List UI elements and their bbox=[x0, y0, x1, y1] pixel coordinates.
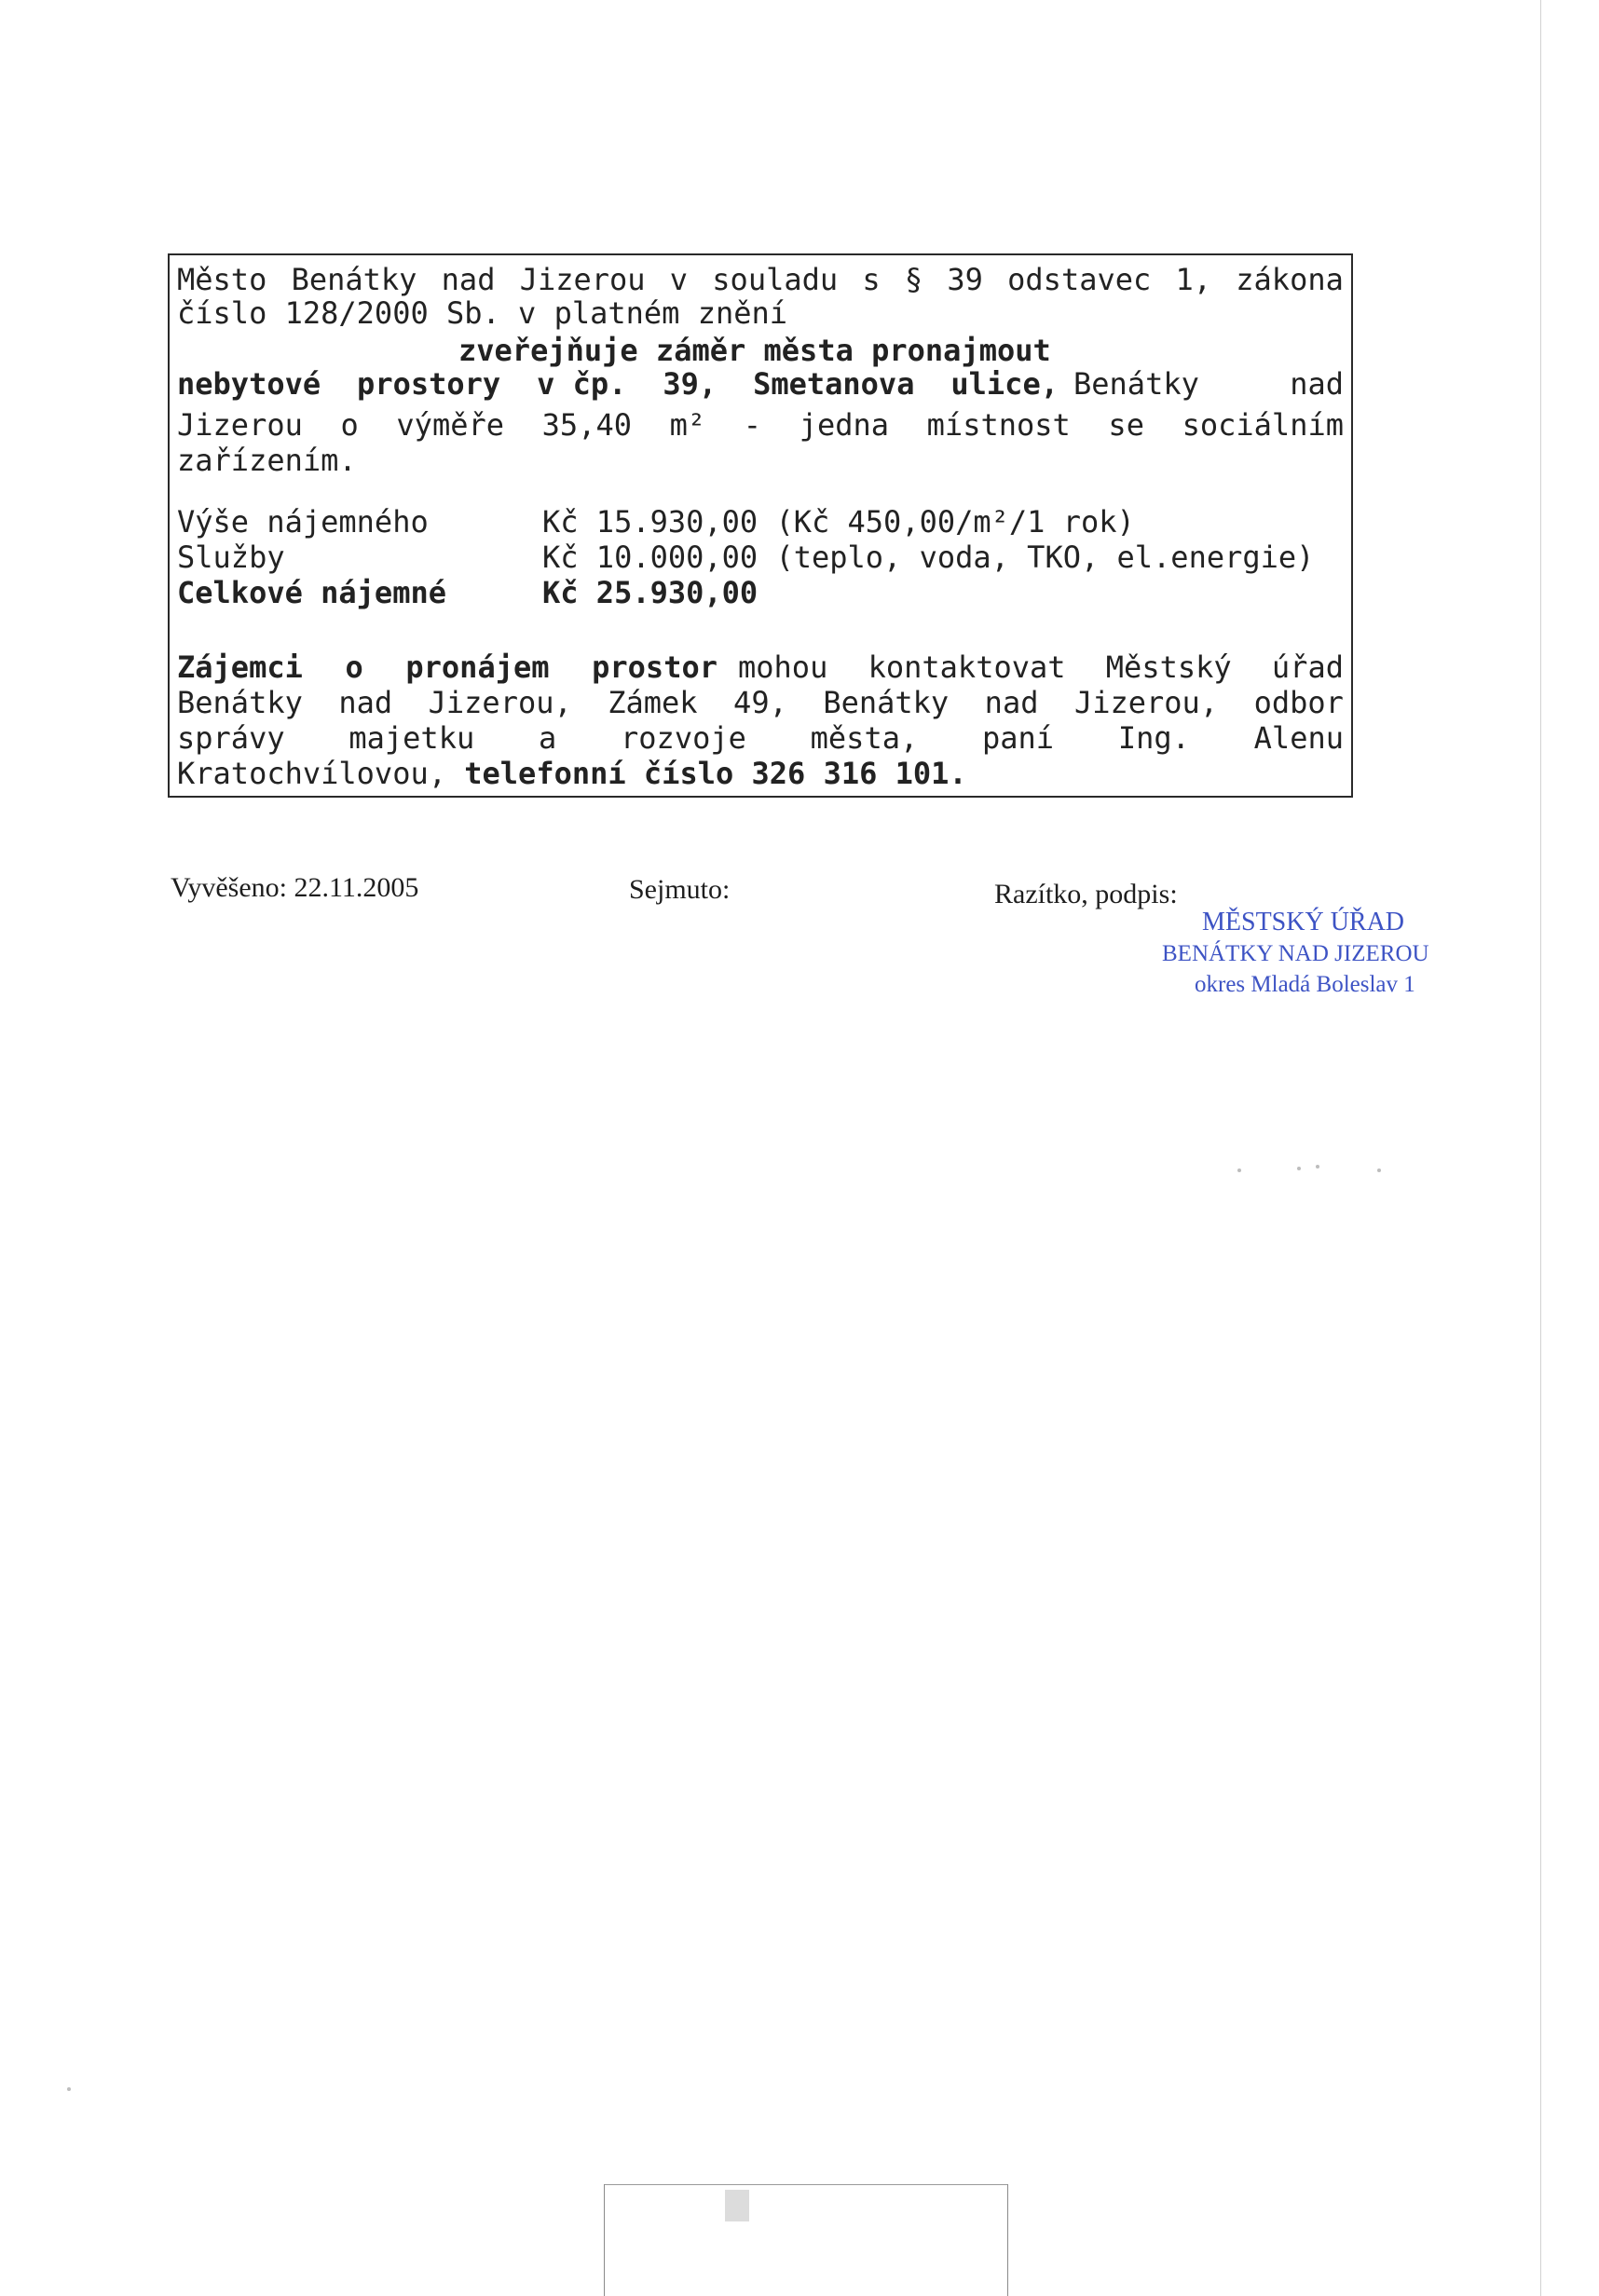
word: Jizerou, bbox=[428, 685, 572, 720]
word: rozvoje bbox=[621, 720, 746, 756]
scan-frame bbox=[604, 2184, 1008, 2296]
scan-speck bbox=[1377, 1168, 1381, 1172]
word: Jizerou bbox=[519, 262, 646, 297]
notice-box bbox=[168, 253, 1353, 798]
word: Ing. bbox=[1117, 720, 1190, 756]
word: jedna bbox=[799, 407, 890, 443]
scan-speck bbox=[1297, 1167, 1301, 1170]
word: odbor bbox=[1253, 685, 1344, 720]
word: Jizerou bbox=[177, 407, 303, 443]
word: pronájem bbox=[405, 649, 550, 685]
word: m² bbox=[669, 407, 706, 443]
removed-date: Sejmuto: bbox=[629, 874, 731, 905]
word: v čp. bbox=[537, 366, 627, 402]
services-label: Služby bbox=[177, 540, 285, 575]
contact-line-1 bbox=[177, 649, 1344, 686]
word: Smetanova bbox=[753, 366, 915, 402]
word: sociálním bbox=[1182, 407, 1344, 443]
contact-phone: telefonní číslo 326 316 101. bbox=[464, 756, 967, 791]
word: zákona bbox=[1236, 262, 1344, 297]
total-label: Celkové nájemné bbox=[177, 575, 446, 610]
word: 49, bbox=[733, 685, 787, 720]
property-bold-part bbox=[177, 365, 1059, 403]
word: o bbox=[340, 407, 359, 443]
word: 1, bbox=[1175, 262, 1212, 297]
word: Zámek bbox=[608, 685, 698, 720]
word: 39, bbox=[663, 366, 718, 402]
page-edge bbox=[1540, 0, 1541, 2296]
word: Jizerou, bbox=[1073, 685, 1219, 720]
word: Benátky bbox=[291, 262, 417, 297]
word: mohou bbox=[738, 649, 828, 685]
contact-line-2 bbox=[177, 684, 1344, 721]
property-line-3: zařízením. bbox=[177, 443, 357, 478]
contact-line-3 bbox=[177, 719, 1344, 757]
stamp-line-3: okres Mladá Boleslav 1 bbox=[1195, 972, 1415, 997]
posted-date: Vyvěšeno: 22.11.2005 bbox=[171, 872, 419, 903]
scan-speck bbox=[1316, 1165, 1319, 1168]
word: výměře bbox=[396, 407, 504, 443]
word: nad bbox=[441, 262, 496, 297]
word: 35,40 bbox=[541, 407, 632, 443]
word: v bbox=[669, 262, 689, 297]
word: souladu bbox=[712, 262, 839, 297]
word: správy bbox=[177, 720, 285, 756]
word: nebytové bbox=[177, 366, 321, 402]
word: nad bbox=[338, 685, 393, 720]
word: ulice, bbox=[950, 366, 1059, 402]
contact-bold-part bbox=[177, 649, 718, 686]
contact-line-4 bbox=[177, 755, 1344, 792]
word: města, bbox=[810, 720, 919, 756]
word: - bbox=[743, 407, 762, 443]
stamp-signature-label: Razítko, podpis: bbox=[994, 879, 1178, 909]
word: o bbox=[345, 649, 363, 685]
scan-mark bbox=[725, 2190, 749, 2221]
property-line-1 bbox=[177, 365, 1344, 403]
scan-speck bbox=[1237, 1168, 1241, 1172]
word: paní bbox=[982, 720, 1055, 756]
contact-name: Kratochvílovou, bbox=[177, 756, 465, 791]
rent-value: Kč 15.930,00 (Kč 450,00/m²/1 rok) bbox=[542, 504, 1135, 540]
stamp-line-2: BENÁTKY NAD JIZEROU bbox=[1162, 941, 1429, 966]
contact-rest-part bbox=[738, 649, 1344, 686]
rent-label: Výše nájemného bbox=[177, 504, 429, 540]
services-value: Kč 10.000,00 (teplo, voda, TKO, el.energie) bbox=[542, 540, 1315, 575]
word: Alenu bbox=[1253, 720, 1344, 756]
intro-line-2: číslo 128/2000 Sb. v platném znění bbox=[177, 295, 788, 331]
word: prostory bbox=[357, 366, 501, 402]
scan-speck bbox=[67, 2087, 71, 2091]
word: 39 bbox=[947, 262, 983, 297]
word: Městský bbox=[1105, 649, 1232, 685]
word: Benátky bbox=[1073, 366, 1199, 402]
word: Benátky bbox=[823, 685, 950, 720]
word: prostor bbox=[592, 649, 718, 685]
word: místnost bbox=[926, 407, 1071, 443]
property-rest-part bbox=[1073, 365, 1344, 403]
word: Benátky bbox=[177, 685, 303, 720]
word: § bbox=[904, 262, 923, 297]
word: a bbox=[538, 720, 557, 756]
word: Město bbox=[177, 262, 267, 297]
intro-line-1 bbox=[177, 261, 1344, 298]
total-value: Kč 25.930,00 bbox=[542, 575, 758, 610]
word: úřad bbox=[1271, 649, 1344, 685]
word: odstavec bbox=[1007, 262, 1152, 297]
stamp-line-1: MĚSTSKÝ ÚŘAD bbox=[1202, 908, 1405, 936]
word: kontaktovat bbox=[868, 649, 1066, 685]
notice-heading: zveřejňuje záměr města pronajmout bbox=[458, 333, 1051, 368]
word: majetku bbox=[348, 720, 475, 756]
word: nad bbox=[984, 685, 1039, 720]
word: s bbox=[862, 262, 881, 297]
property-line-2 bbox=[177, 406, 1344, 444]
word: se bbox=[1108, 407, 1144, 443]
word: Zájemci bbox=[177, 649, 303, 685]
word: nad bbox=[1290, 366, 1344, 402]
